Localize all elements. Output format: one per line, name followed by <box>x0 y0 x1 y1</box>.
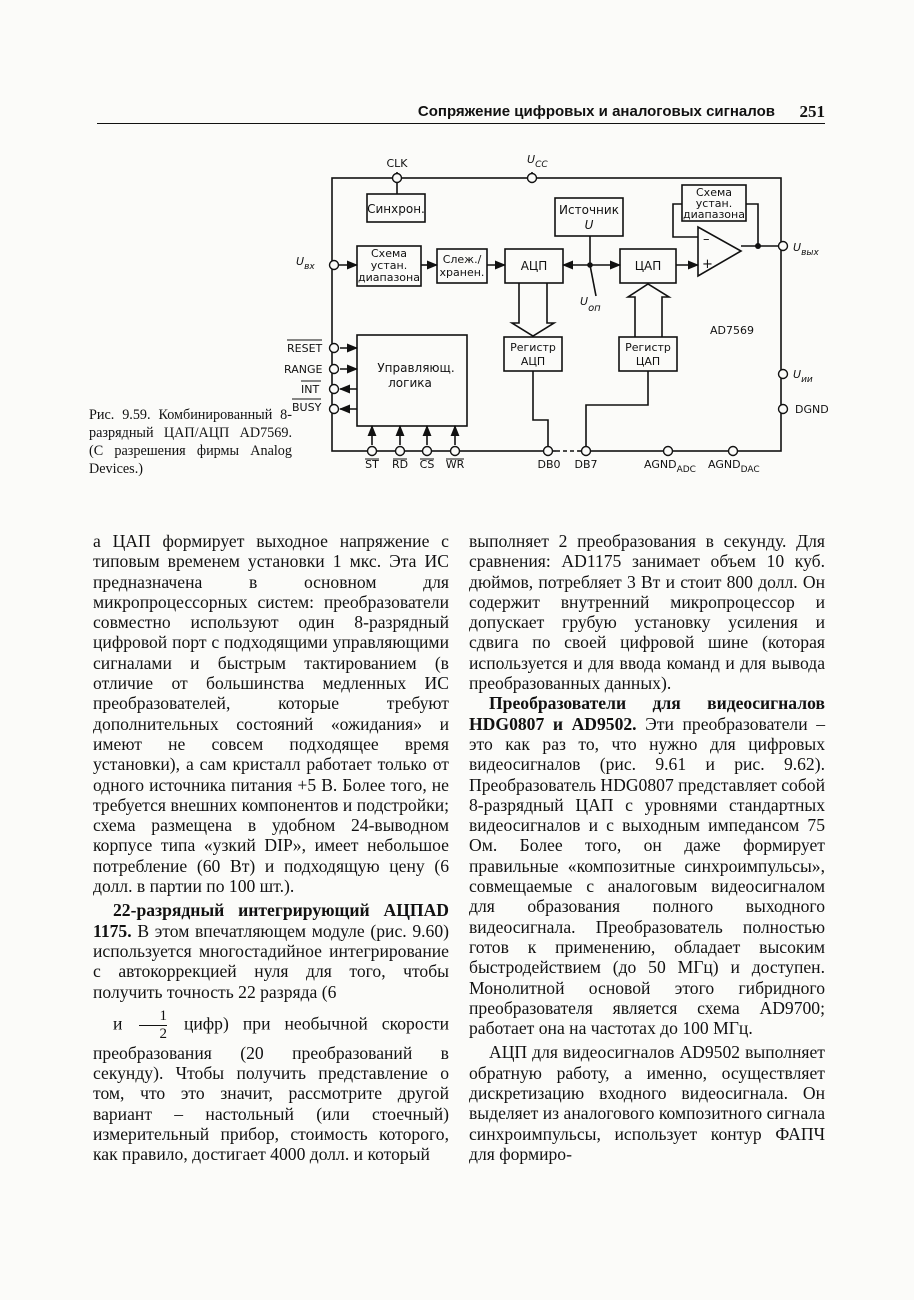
pin-st <box>368 447 377 456</box>
pin-cs <box>423 447 432 456</box>
reg-adc-label-1: Регистр <box>510 341 556 354</box>
chip-name: AD7569 <box>710 324 754 337</box>
cs-label: CS <box>419 458 435 471</box>
page-number: 251 <box>799 102 825 121</box>
fraction-numerator: 1 <box>159 1007 167 1024</box>
range-in-label-1: Схема <box>371 247 407 260</box>
db0-label: DB0 <box>537 458 561 471</box>
track-label-2: хранен. <box>439 266 485 279</box>
fraction-line <box>93 1008 449 1165</box>
range-label: RANGE <box>284 363 323 376</box>
dgnd-label: DGND <box>795 403 829 416</box>
agnd-dac-label: $AGND_{DAC}$ <box>708 458 760 475</box>
uref-label: Uоп <box>580 295 601 314</box>
pin-agnd-dac <box>729 447 738 456</box>
reg-dac-label-1: Регистр <box>625 341 671 354</box>
logic-label-2: логика <box>388 376 432 390</box>
track-label-1: Слеж./ <box>442 253 482 266</box>
pin-dgnd <box>779 405 788 414</box>
running-header-title: Сопряжение цифровых и аналоговых сигналов <box>417 103 775 120</box>
pin-agnd-adc <box>664 447 673 456</box>
ucc-label: $U_{CC}$ <box>527 153 548 170</box>
adpad-heading: 22-разрядный интегрирующий АЦПAD 1175. <box>93 900 449 941</box>
source-label-2: U <box>584 218 594 232</box>
sync-label: Синхрон. <box>367 202 425 216</box>
right-paragraph-1: выполняет 2 преобразования в секунду. Для сравнения: AD1175 занимает объем 10 куб. дюймов, потребляет 3 Вт и стоит 800 долл. Он содержит внутренний микропроцессор и допускает грубую установку усиления и сдвига по своей цифровой шине (которая используется и для ввода команд и для вывода преобразованных данных). <box>469 531 825 694</box>
pin-ucc <box>528 174 537 183</box>
pin-rd <box>396 447 405 456</box>
right-paragraph-2-text: Эти преобразователи – это как раз то, что нужно для цифровых видеосигналов (рис. 9.61 и рис. 9.62). Преобразователь HDG0807 представляет собой 8-разрядный ЦАП с уровнями стандартных видеосигналов и с выходным импедансом 75 Ом. Более того, он даже формирует правильные «композитные синхроимпульсы», совмещаемые с аналоговым видеосигналом для образования полного выходного видеосигнала. Преобразователь полностью готов к применению, обладает высоким быстродействием (до 50 МГц) и доступен. Монолитной основой этого гибридного преобразователя является схема AD9700; работает она на частотах до 100 МГц. <box>469 713 826 1039</box>
left-paragraph-2 <box>93 900 449 1164</box>
range-out-label-3: диапазона <box>683 208 745 221</box>
source-label-1: Источник <box>559 203 619 217</box>
st-label: ST <box>365 458 379 471</box>
pin-reset <box>330 344 339 353</box>
range-in-label-3: диапазона <box>358 271 420 284</box>
reg-dac-label-2: ЦАП <box>635 355 661 368</box>
opamp-plus: + <box>702 257 713 272</box>
uin-label: $U_{вх}$ <box>296 255 315 272</box>
left-paragraph-2-text-a: В этом впечатляющем модуле (рис. 9.60) используется многостадийное интегрирование с автокоррекцией нуля для того, чтобы получить точность 22 разряда (6 <box>93 920 450 1002</box>
range-out-label-1: Схема <box>696 186 732 199</box>
adc-label: АЦП <box>520 259 548 273</box>
wr-label: WR <box>445 458 465 471</box>
int-label: INT <box>301 383 320 396</box>
left-paragraph-1: а ЦАП формирует выходное напряжение с типовым временем установки 1 мкс. Эта ИС предназначена в основном для микропроцессорных систем: преобразователи совместно используют один 8-разрядный цифровой порт с подходящими управляющими сигналами и быстрым тактированием (в отличие от большинства медленных ИС преобразователей, которые требуют дополнительных состояний «ожидания» и имеют не совсем подходящее время установки), а сам кристалл работает только от одного источника питания +5 В. Более того, не требуется внешних компонентов и подстройки; схема размещена в удобном 24-выводном корпусе типа «узкий DIP», имеет небольшое потребление (60 Вт) и подходящую цену (6 долл. в партии по 100 шт.). <box>93 531 449 897</box>
logic-label-1: Управляющ. <box>377 361 455 375</box>
left-paragraph-2-text-b: и <box>113 1013 123 1034</box>
right-column <box>469 531 825 1164</box>
video-converters-heading: Преобразователи для видеосигналов HDG0807 и AD9502. <box>469 693 825 734</box>
pin-wr <box>451 447 460 456</box>
left-paragraph-2-text-c: цифр) при необычной скорости преобразования (20 преобразований в секунду). Чтобы получить представление о том, что это значит, рассмотрите другой вариант – настольный (или стоечный) измерительный прибор, стоимость которого, как правило, достигает 4000 долл. и который <box>93 1013 449 1165</box>
right-paragraph-2 <box>469 693 825 1038</box>
pin-uii <box>779 370 788 379</box>
left-column <box>93 531 449 1171</box>
pin-range <box>330 365 339 374</box>
opamp-minus: – <box>703 232 710 247</box>
reset-label: RESET <box>287 342 323 355</box>
rd-label: RD <box>391 458 409 471</box>
fraction-denominator: 2 <box>139 1025 167 1043</box>
agnd-adc-label: $AGND_{ADC}$ <box>644 458 696 475</box>
clk-label: CLK <box>386 157 408 170</box>
pin-clk <box>393 174 402 183</box>
pin-uin <box>330 261 339 270</box>
uout-label: $U_{вых}$ <box>793 241 819 258</box>
figure-caption: Рис. 9.59. Комбинированный 8-разрядный ЦАП/АЦП AD7569. (С разрешения фирмы Analog Devices.) <box>89 407 292 477</box>
db7-label: DB7 <box>574 458 598 471</box>
fraction-one-half <box>139 1008 167 1043</box>
uii-label: $U_{ии}$ <box>793 368 813 385</box>
pin-db0 <box>544 447 553 456</box>
right-paragraph-3: АЦП для видеосигналов AD9502 выполняет обратную работу, а именно, осуществляет дискретизацию входного видеосигнала. Он выделяет из аналогового композитного сигнала синхроимпульсы, использует контур ФАПЧ для формиро- <box>469 1042 825 1164</box>
busy-label: BUSY <box>292 401 322 414</box>
pin-busy <box>330 405 339 414</box>
range-in-label-2: устан. <box>370 259 408 272</box>
pin-int <box>330 385 339 394</box>
range-out-label-2: устан. <box>695 197 733 210</box>
dac-label: ЦАП <box>634 259 662 273</box>
pin-db7 <box>582 447 591 456</box>
pin-uout <box>779 242 788 251</box>
reg-adc-label-2: АЦП <box>520 355 546 368</box>
